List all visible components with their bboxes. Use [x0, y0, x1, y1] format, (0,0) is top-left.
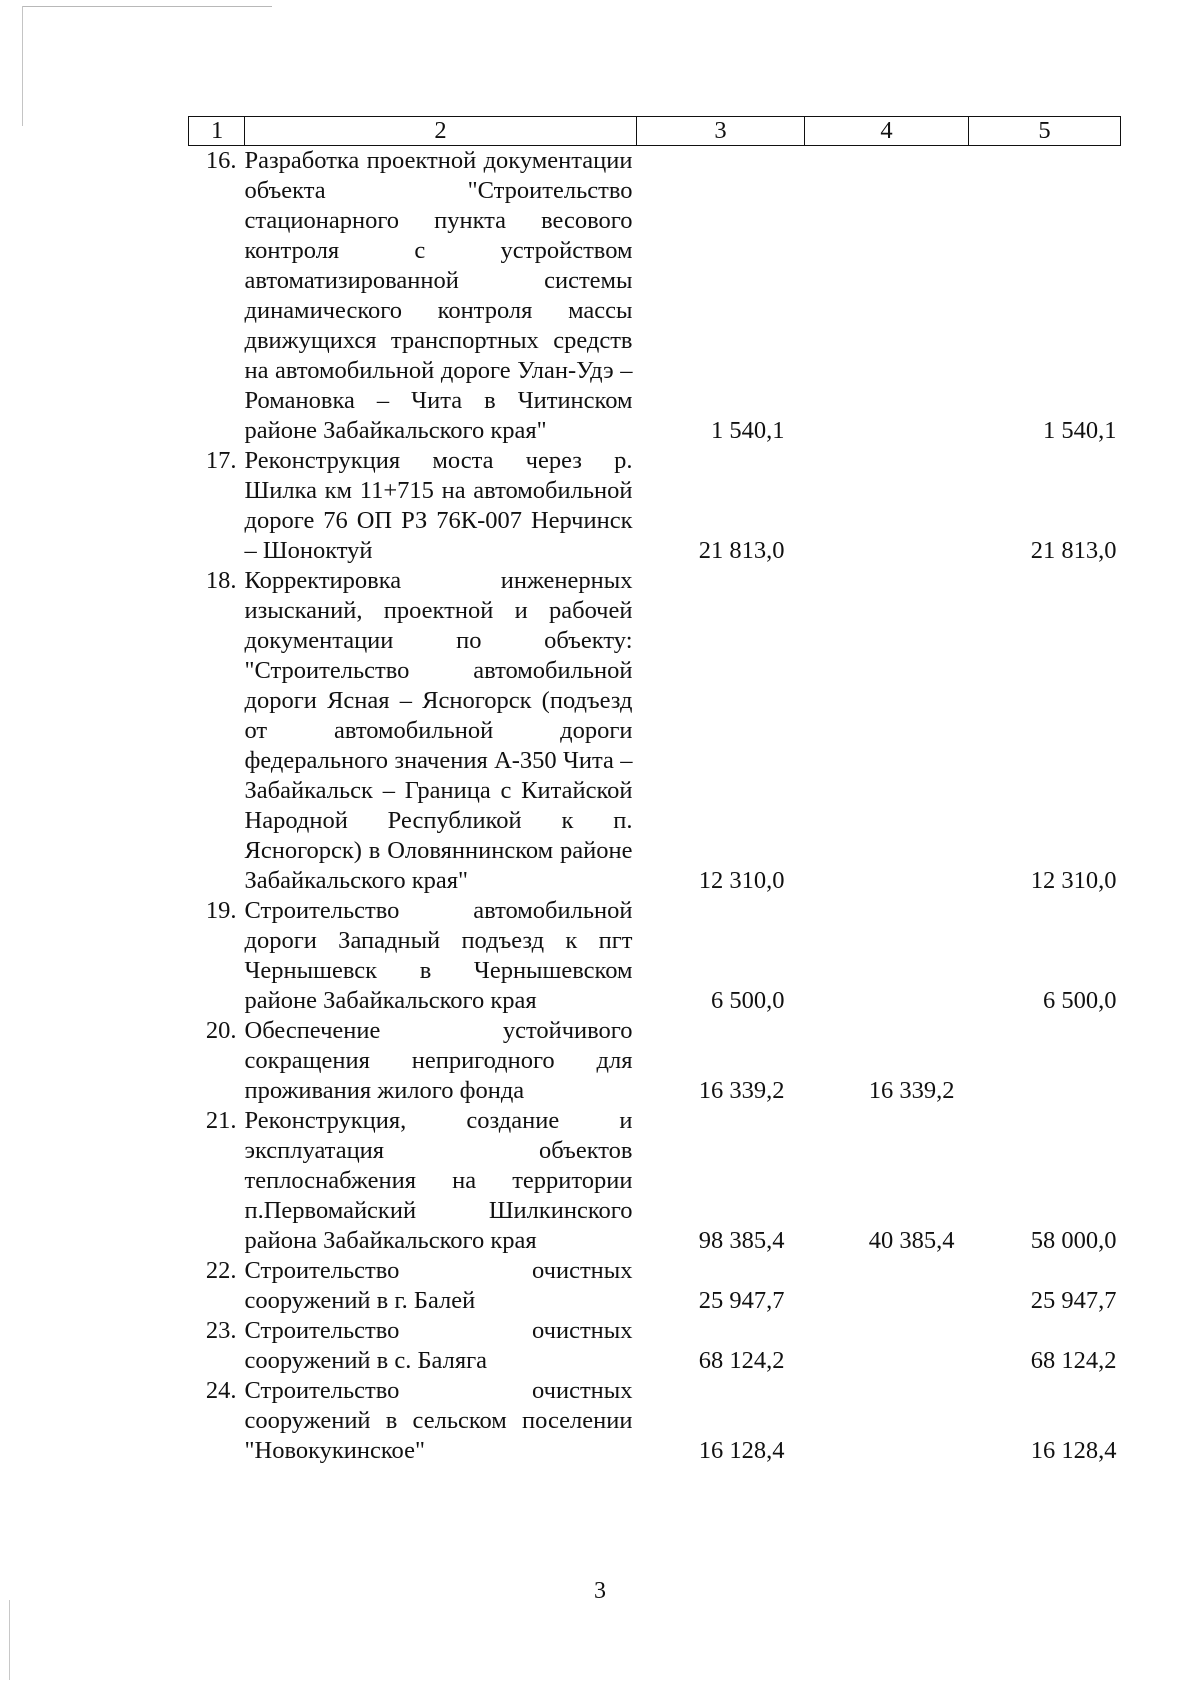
- table-row: [189, 1016, 1121, 1106]
- row-name: Реконструкция, создание и эксплуатация объектов теплоснабжения на территории п.Первомайский Шилкинского района Забайкальского края: [244, 1107, 633, 1254]
- budget-table: [188, 116, 1121, 1466]
- row-value-col4: 16 339,2: [868, 1077, 955, 1104]
- header-col-3: 3: [637, 117, 805, 146]
- row-name: Строительство очистных сооружений в г. Балей: [244, 1257, 633, 1314]
- table-row: [189, 446, 1121, 566]
- table-header: [189, 117, 1121, 146]
- row-number: 24.: [205, 1377, 237, 1404]
- row-name: Строительство автомобильной дороги Западный подъезд к пгт Чернышевск в Чернышевском районе Забайкальского края: [244, 897, 633, 1014]
- row-number: 17.: [205, 447, 237, 474]
- row-value-col5: 58 000,0: [1030, 1227, 1117, 1254]
- row-value-col4: 40 385,4: [868, 1227, 955, 1254]
- row-number: 23.: [205, 1317, 237, 1344]
- row-value-col4: [805, 1256, 969, 1316]
- row-name: Разработка проектной документации объекта "Строительство стационарного пункта весового контроля с устройством автоматизированной системы динамического контроля массы движущихся транспортных средств на автомобильной дороге Улан-Удэ – Романовка – Чита в Читинском районе Забайкальского края": [244, 147, 633, 444]
- row-name: Корректировка инженерных изысканий, проектной и рабочей документации по объекту: "Строительство автомобильной дороги Ясная – Ясногорск (подъезд от автомобильной дороги федерального значения А-350 Чита – Забайкальск – Граница с Китайской Народной Республикой к п. Ясногорск) в Оловяннинском районе Забайкальского края": [244, 567, 633, 894]
- row-value-col3: 1 540,1: [711, 417, 785, 444]
- row-name: Обеспечение устойчивого сокращения непригодного для проживания жилого фонда: [244, 1017, 633, 1104]
- row-value-col3: 12 310,0: [698, 867, 785, 894]
- row-name: Строительство очистных сооружений в с. Баляга: [244, 1317, 633, 1374]
- row-value-col5: 6 500,0: [1043, 987, 1117, 1014]
- row-name: Строительство очистных сооружений в сельском поселении "Новокукинское": [244, 1377, 633, 1464]
- table-row: [189, 896, 1121, 1016]
- row-value-col3: 98 385,4: [698, 1227, 785, 1254]
- row-value-col5: 16 128,4: [1030, 1437, 1117, 1464]
- row-value-col4: [805, 446, 969, 566]
- row-value-col5: 1 540,1: [1043, 417, 1117, 444]
- scan-edge-line: [22, 6, 272, 7]
- row-value-col5: 21 813,0: [1030, 537, 1117, 564]
- table-row: [189, 1376, 1121, 1466]
- row-value-col5: 25 947,7: [1030, 1287, 1117, 1314]
- row-value-col4: [805, 1316, 969, 1376]
- row-value-col3: 6 500,0: [711, 987, 785, 1014]
- row-value-col3: 16 339,2: [698, 1077, 785, 1104]
- page-number: 3: [594, 1578, 606, 1604]
- row-number: 20.: [205, 1017, 237, 1044]
- table-row: [189, 146, 1121, 447]
- row-value-col4: [805, 896, 969, 1016]
- row-value-col3: 25 947,7: [698, 1287, 785, 1314]
- table-row: [189, 1256, 1121, 1316]
- row-value-col4: [805, 566, 969, 896]
- header-col-4: 4: [805, 117, 969, 146]
- header-col-5: 5: [969, 117, 1121, 146]
- header-col-2: 2: [245, 117, 637, 146]
- row-number: 21.: [205, 1107, 237, 1134]
- row-value-col5: 12 310,0: [1030, 867, 1117, 894]
- row-name: Реконструкция моста через р. Шилка км 11+715 на автомобильной дороге 76 ОП РЗ 76К-007 Нерчинск – Шоноктуй: [244, 447, 633, 564]
- header-row: [189, 117, 1121, 146]
- row-value-col5: [969, 1016, 1121, 1106]
- row-value-col3: 16 128,4: [698, 1437, 785, 1464]
- row-number: 22.: [205, 1257, 237, 1284]
- row-number: 16.: [205, 147, 237, 174]
- row-number: 19.: [205, 897, 237, 924]
- row-value-col5: 68 124,2: [1030, 1347, 1117, 1374]
- table-row: [189, 566, 1121, 896]
- table-body: [189, 146, 1121, 1467]
- scan-edge-line: [9, 1600, 10, 1680]
- row-number: 18.: [205, 567, 237, 594]
- table-row: [189, 1106, 1121, 1256]
- table-row: [189, 1316, 1121, 1376]
- row-value-col3: 21 813,0: [698, 537, 785, 564]
- scan-edge-line: [22, 6, 23, 126]
- header-col-1: 1: [189, 117, 245, 146]
- row-value-col3: 68 124,2: [698, 1347, 785, 1374]
- row-value-col4: [805, 1376, 969, 1466]
- row-value-col4: [805, 146, 969, 447]
